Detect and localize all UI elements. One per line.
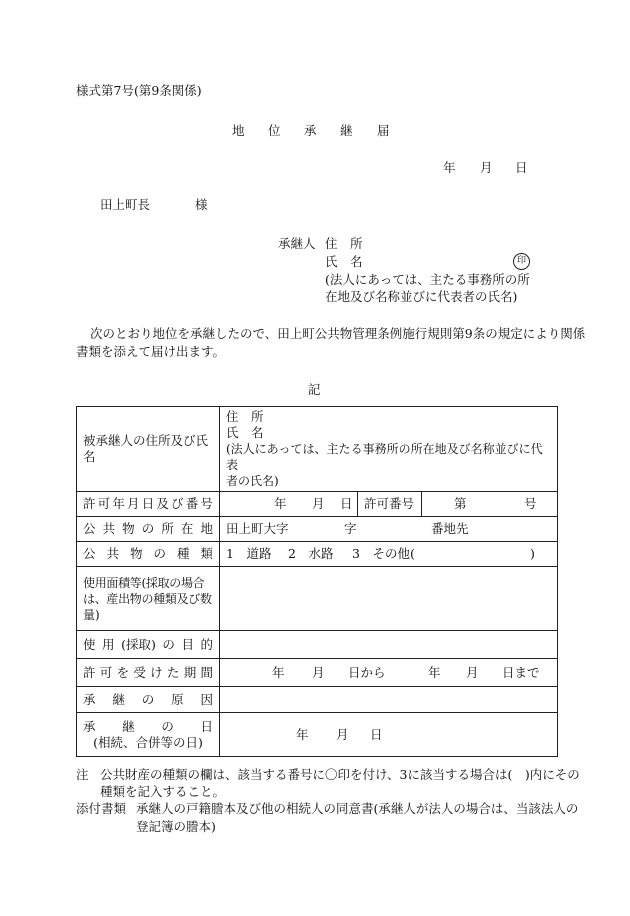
permit-go: 号 — [524, 496, 537, 511]
body-text-line-2: 書類を添えて届け出ます。 — [76, 344, 226, 359]
label-char: 可 — [99, 664, 113, 680]
reason-value[interactable] — [220, 687, 558, 713]
label-char: 使 — [83, 636, 96, 652]
label-char: 及 — [156, 496, 169, 511]
label-char: の — [141, 521, 155, 536]
label-char: 許 — [83, 496, 96, 511]
permit-number-label: 許可番号 — [358, 492, 422, 517]
label-char: 用 — [102, 636, 115, 652]
label-char: 共 — [106, 546, 119, 561]
location-value[interactable] — [220, 517, 558, 542]
successor-corp-note-1: (法人にあっては、主たる事務所の所 — [325, 272, 530, 287]
type-value[interactable] — [220, 542, 558, 567]
permit-dai: 第 — [454, 496, 467, 511]
title-char: 位 — [268, 123, 281, 138]
type-option-other[interactable]: 3 その他( — [352, 546, 415, 561]
label-char: の — [153, 546, 166, 561]
succession-month: 月 — [336, 726, 349, 742]
table-row — [77, 631, 558, 659]
predecessor-value-cell[interactable] — [220, 407, 558, 492]
permit-number-value[interactable] — [422, 492, 558, 517]
date-year: 年 — [443, 160, 456, 175]
period-from-year: 年 — [272, 664, 285, 680]
succession-day: 日 — [370, 726, 383, 742]
period-value[interactable] — [220, 659, 558, 687]
period-from-month: 月 — [312, 664, 325, 680]
title-char: 地 — [232, 123, 245, 138]
table-row — [77, 517, 558, 542]
label-char: 目 — [181, 636, 194, 652]
label-char: 許 — [83, 664, 96, 680]
label-char: 継 — [122, 718, 135, 734]
purpose-label — [77, 631, 220, 659]
permit-month: 月 — [312, 496, 325, 511]
predecessor-address-label: 住 所 — [226, 409, 264, 424]
successor-label: 承継人 — [278, 236, 316, 251]
permit-year: 年 — [274, 496, 287, 511]
succession-year: 年 — [296, 726, 309, 742]
predecessor-note-1: (法人にあっては、主たる事務所の所在地及び名称並びに代表 — [226, 442, 543, 472]
title-char: 継 — [340, 123, 353, 138]
reason-label — [77, 687, 220, 713]
seal-mark: 印 — [513, 253, 530, 270]
label-char: 可 — [97, 496, 111, 511]
location-aza: 字 — [344, 521, 357, 536]
area-label-1: 使用面積等(採取の場合 — [83, 575, 205, 590]
table-row — [77, 567, 558, 631]
label-char: 地 — [200, 521, 213, 536]
table-row — [77, 542, 558, 567]
table-row — [77, 687, 558, 713]
label-char: 類 — [200, 546, 213, 561]
label-char: 公 — [83, 546, 96, 561]
form-table — [76, 406, 558, 757]
area-label-3: 量) — [83, 607, 100, 622]
date-month: 月 — [480, 160, 493, 175]
addressee-honorific: 様 — [195, 197, 208, 212]
type-label — [77, 542, 220, 567]
label-char: 所 — [161, 521, 174, 536]
succession-date-sublabel: (相続、合併等の日) — [93, 734, 203, 750]
label-char: 物 — [129, 546, 143, 561]
predecessor-name-label: 氏 名 — [226, 425, 264, 440]
label-char: 号 — [200, 496, 213, 511]
addressee-name: 田上町長 — [100, 197, 151, 212]
label-char: 物 — [122, 521, 135, 536]
label-char: 継 — [112, 691, 125, 707]
succession-date-label — [77, 713, 220, 757]
label-char: 共 — [102, 521, 116, 536]
attachment-line-2: 登記簿の謄本) — [136, 819, 216, 834]
label-char: 受 — [133, 664, 146, 680]
label-char: 因 — [200, 691, 213, 707]
location-label — [77, 517, 220, 542]
succession-date-value[interactable] — [220, 713, 558, 757]
label-char: び — [171, 496, 184, 511]
successor-name-label: 氏 名 — [325, 254, 363, 269]
note-line-2: 種類を記入すること。 — [100, 784, 226, 799]
label-char: 承 — [83, 691, 96, 707]
label-char: け — [150, 664, 163, 680]
area-label-2: は、産出物の種類及び数 — [83, 591, 212, 606]
location-banchi: 番地先 — [431, 521, 469, 536]
period-to-month: 月 — [466, 664, 479, 680]
title-char: 届 — [377, 123, 390, 138]
label-char: 間 — [200, 664, 213, 680]
label-char: 的 — [200, 636, 213, 652]
permit-date-value[interactable] — [220, 492, 358, 517]
period-to-year: 年 — [428, 664, 441, 680]
type-option-close: ) — [530, 546, 535, 561]
location-town: 田上町大字 — [226, 521, 289, 536]
label-char: の — [141, 691, 155, 707]
form-number: 様式第7号(第9条関係) — [76, 83, 202, 98]
label-char: 公 — [83, 521, 96, 536]
label-char: (採取) — [121, 636, 156, 652]
label-char: 承 — [83, 718, 96, 734]
period-to-day: 日まで — [502, 664, 540, 680]
table-row — [77, 407, 558, 492]
label-char: 番 — [185, 496, 199, 511]
predecessor-label: 被承継人の住所及び氏名 — [77, 407, 220, 492]
label-char: を — [116, 664, 130, 680]
note-line-1: 公共財産の種類の欄は、該当する番号に〇印を付け、3に該当する場合は( )内にその — [100, 767, 580, 782]
label-char: の — [162, 636, 175, 652]
label-char: 年 — [112, 496, 125, 511]
successor-corp-note-2: 在地及び名称並びに代表者の氏名) — [325, 289, 518, 304]
successor-address-label: 住 所 — [325, 236, 363, 251]
body-text-line-1: 次のとおり地位を承継したので、田上町公共物管理条例施行規則第9条の規定により関係 — [90, 326, 586, 341]
note-prefix: 注 — [76, 767, 89, 782]
table-row — [77, 713, 558, 757]
permit-date-label — [77, 492, 220, 517]
area-value[interactable] — [220, 567, 558, 631]
label-char: の — [161, 718, 174, 734]
label-char: た — [166, 664, 180, 680]
permit-day: 日 — [340, 496, 353, 511]
date-day: 日 — [515, 160, 528, 175]
attachment-label: 添付書類 — [76, 801, 127, 816]
period-label — [77, 659, 220, 687]
table-row — [77, 659, 558, 687]
predecessor-note-2: 者の氏名) — [226, 474, 279, 488]
label-char: 種 — [176, 546, 190, 561]
label-char: 月 — [127, 496, 140, 511]
attachment-line-1: 承継人の戸籍謄本及び他の相続人の同意書(承継人が法人の場合は、当該法人の — [136, 801, 579, 816]
type-option-road[interactable]: 1 道路 — [226, 546, 272, 561]
label-char: 原 — [171, 691, 184, 707]
area-label — [77, 567, 220, 631]
label-char: 日 — [141, 496, 155, 511]
label-char: 期 — [183, 664, 197, 680]
purpose-value[interactable] — [220, 631, 558, 659]
label-char: 在 — [180, 521, 194, 536]
table-row — [77, 492, 558, 517]
title-char: 承 — [304, 123, 317, 138]
label-char: 日 — [200, 718, 213, 734]
ki-heading: 記 — [308, 382, 321, 397]
period-from-day: 日から — [348, 664, 386, 680]
type-option-waterway[interactable]: 2 水路 — [288, 546, 334, 561]
